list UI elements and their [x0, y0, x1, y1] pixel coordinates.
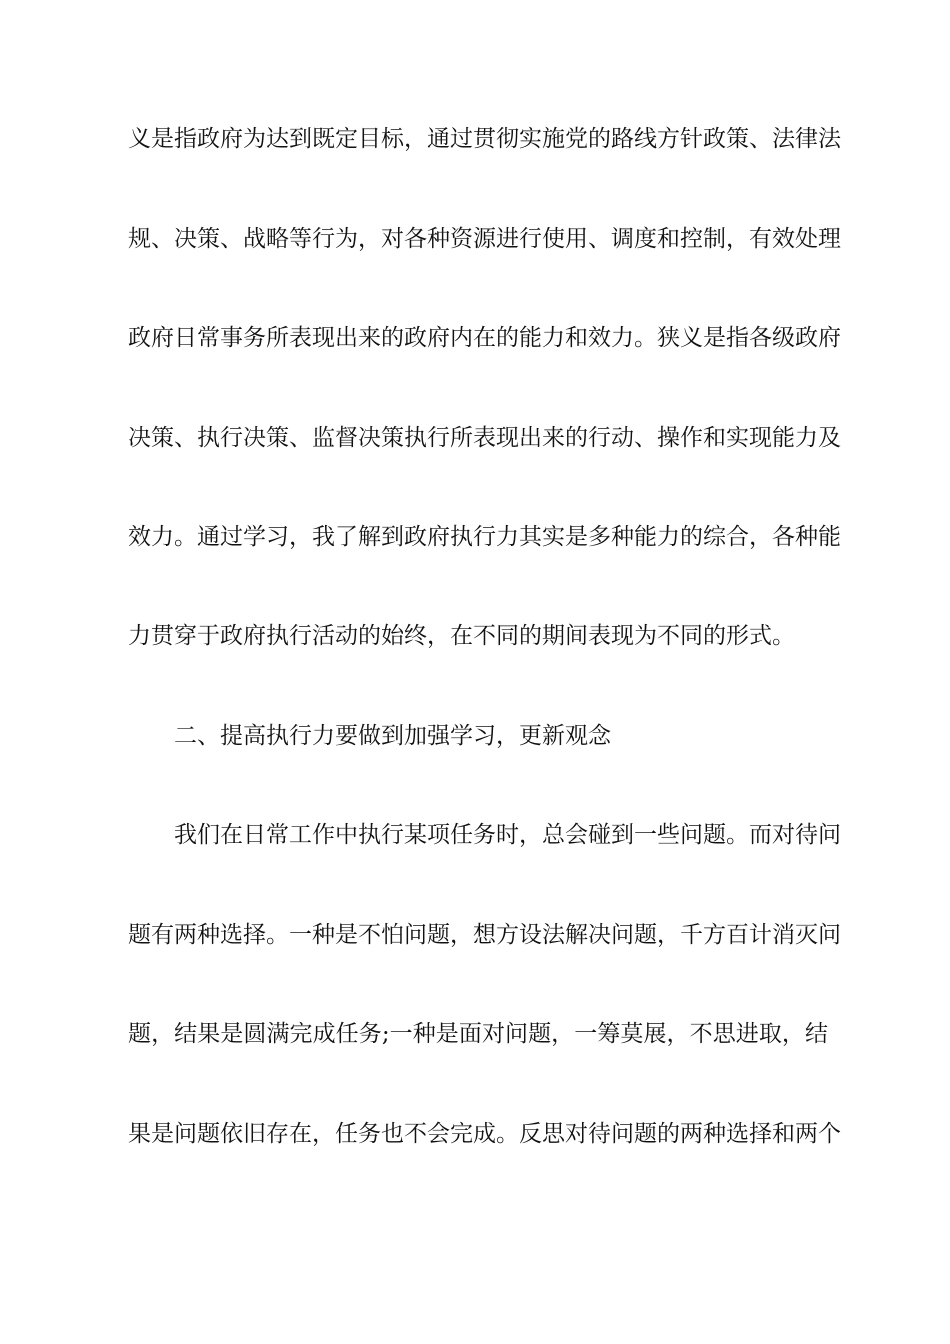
section-heading: 二、提高执行力要做到加强学习，更新观念 — [174, 723, 611, 749]
text-line: 规、决策、战略等行为，对各种资源进行使用、调度和控制，有效处理 — [128, 226, 841, 252]
text-line: 果是问题依旧存在，任务也不会完成。反思对待问题的两种选择和两个 — [128, 1121, 841, 1147]
text-line: 政府日常事务所表现出来的政府内在的能力和效力。狭义是指各级政府 — [128, 325, 841, 351]
text-line: 题，结果是圆满完成任务;一种是面对问题，一筹莫展，不思进取，结 — [128, 1021, 828, 1047]
text-line: 效力。通过学习，我了解到政府执行力其实是多种能力的综合，各种能 — [128, 524, 841, 550]
text-line: 决策、执行决策、监督决策执行所表现出来的行动、操作和实现能力及 — [128, 425, 841, 451]
text-line: 我们在日常工作中执行某项任务时，总会碰到一些问题。而对待问 — [174, 822, 841, 848]
text-line: 题有两种选择。一种是不怕问题，想方设法解决问题，千方百计消灭问 — [128, 922, 841, 948]
text-line: 义是指政府为达到既定目标，通过贯彻实施党的路线方针政策、法律法 — [128, 126, 841, 152]
text-line: 力贯穿于政府执行活动的始终，在不同的期间表现为不同的形式。 — [128, 623, 795, 649]
